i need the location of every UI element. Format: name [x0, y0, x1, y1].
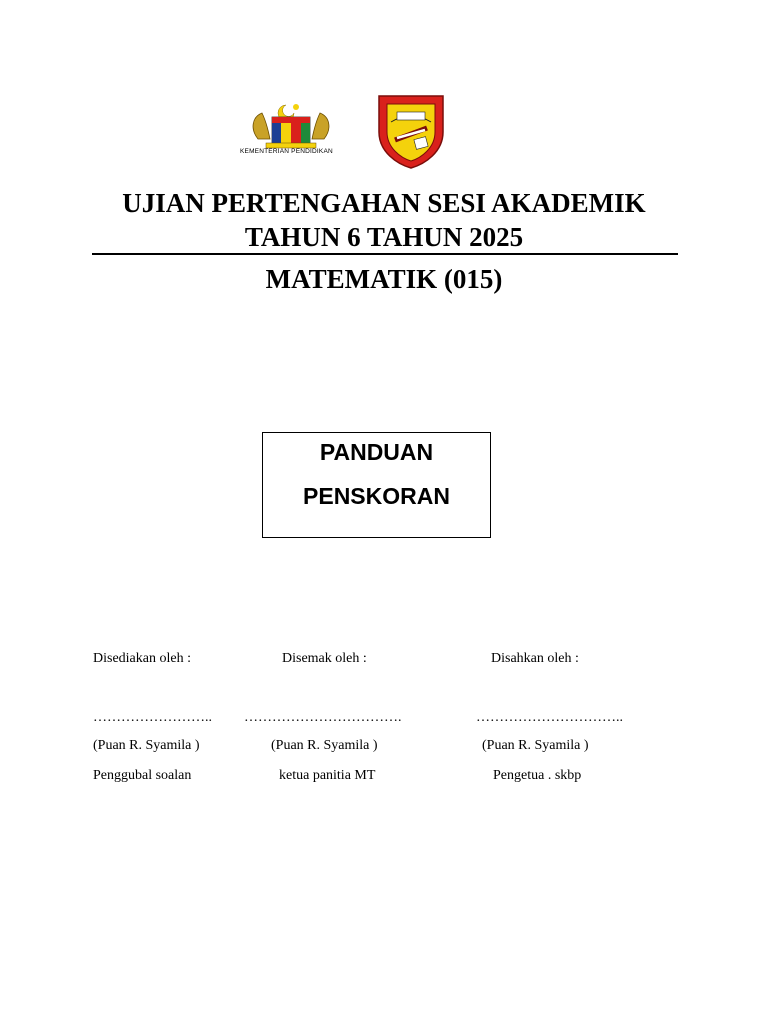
checked-by-name: (Puan R. Syamila ) — [271, 738, 378, 753]
approved-by-heading: Disahkan oleh : — [491, 651, 579, 666]
marking-guide-box — [262, 432, 491, 538]
approved-by-signature-line: ………………………….. — [476, 710, 623, 725]
header-logos — [200, 88, 460, 173]
checked-by-role: ketua panitia MT — [279, 768, 376, 783]
subject-title: MATEMATIK (015) — [265, 264, 503, 294]
exam-title: UJIAN PERTENGAHAN SESI AKADEMIK — [122, 188, 646, 218]
school-crest-icon — [375, 92, 447, 170]
ministry-caption: KEMENTERIAN PENDIDIKAN — [240, 148, 333, 155]
checked-by-signature-line: ……………………………. — [244, 710, 402, 725]
approved-by-name: (Puan R. Syamila ) — [482, 738, 589, 753]
exam-year: TAHUN 6 TAHUN 2025 — [244, 222, 524, 252]
prepared-by-heading: Disediakan oleh : — [93, 651, 191, 666]
checked-by-heading: Disemak oleh : — [282, 651, 367, 666]
title-divider — [92, 253, 678, 255]
approved-by-role: Pengetua . skbp — [493, 768, 582, 783]
prepared-by-signature-line: …………………….. — [93, 710, 212, 725]
guide-label-line1: PANDUAN — [319, 439, 434, 465]
prepared-by-name: (Puan R. Syamila ) — [93, 738, 200, 753]
prepared-by-role: Penggubal soalan — [93, 768, 192, 783]
guide-label-line2: PENSKORAN — [303, 483, 450, 509]
